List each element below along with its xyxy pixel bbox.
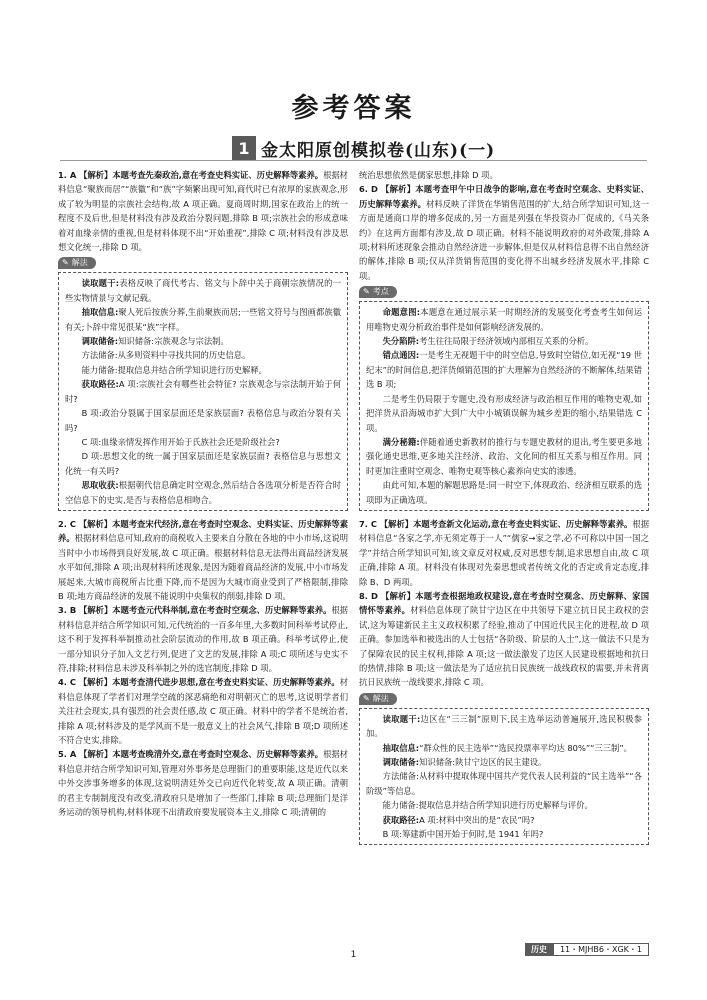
question-2: 2. C 【解析】本题考查宋代经济,意在考查时空观念、史料实证、历史解释等素养。根据材料信息可知,政府的商税收入主要来自分散在各地的中小市场,这说明当时中小市场得到良好发展,故 C 项正确。根据材料信息无法得出商品经济发展水平如何,排除 A 项;出现材料所述现象,是因为随着商品经济的发展,中小市场发展起来,大城市商税所占比重下降,而不是因为大城市商业受到了严格限制,排除 B 项;地方商品经济的发展不能说明中央集权的削弱,排除 D 项。 bbox=[58, 518, 348, 601]
page-number: 1 bbox=[350, 950, 357, 960]
question-7: 7. C 【解析】本题考查新文化运动,意在考查史料实证、历史解释等素养。根据材料信息“各家之学,亦无须定尊于一人”“儒家→家之学,必不可称以中国一国之学”并结合所学知识可知,该文章反对权威,反对思想专制,追求思想自由,故 C 项正确,排除 A 项。材料没有体现对先秦思想或者传统文化的否定或肯定态度,排除 B、D 两项。 bbox=[359, 518, 649, 587]
pen-icon: ✎ bbox=[363, 693, 370, 703]
subject-label: 历史 bbox=[525, 943, 553, 956]
question-5-continued: 统治思想依然是儒家思想,排除 D 项。 bbox=[359, 170, 498, 180]
paper-code: 11・MJHB6・XGK・1 bbox=[553, 943, 649, 956]
question-8: 8. D 【解析】本题考查根据地政权建设,意在考查时空观念、历史解释、家国情怀等素养。材料信息体现了陕甘宁边区在中共领导下建立抗日民主政权的尝试,这为筹建新民主主义政权积累了经验,推动了中国近代民主化的进程,故 D 项正确。参加选举和被选出的人士包括“各阶级、阶层的人士”,这一做法不只是为了保障农民的民主权利,排除 A 项;这一做法激发了边区人民建设根据地和抗日的热情,排除 B 项;这一做法是为了适应抗日民族统一战线政权的需要,并未背离抗日民族统一战线要求,排除 C 项。 bbox=[359, 590, 649, 688]
question-1 bbox=[58, 168, 348, 254]
q8-solution-box: 读取题干:边区在“三三制”原则下,民主选举运动普遍展开,选民积极参加。 抽取信息:“群众性的民主选举”“选民投票率平均达 80%”“三三制”。 调取储备:知识储备:陕甘宁边区的民主建设。 方法储备:从材料中提取体现中国共产党代表人民利益的“民主选举”“各阶级”等信息。 能力储备:提取信息并结合所学知识进行历史解释与评价。 获取路径:A 项:材料中突出的是“农民”吗? B 项:筹建新中国开始于何时,是 1941 年吗? bbox=[359, 708, 649, 846]
heading-divider bbox=[60, 160, 647, 161]
jiefa-badge-2: ✎ 解法 bbox=[359, 693, 397, 705]
kaodian-badge: ✎ 考点 bbox=[359, 286, 397, 298]
q6-analysis-box: 命题意图:本题意在通过展示某一时期经济的发展变化考查考生如何运用唯物史观分析政治事件是如何影响经济发展的。 失分陷阱:考生往往局限于经济领域内部相互关系的分析。 错点通因:一是考生无视题干中的时空信息,导致时空错位,如无视“19 世纪末”的时间信息,把洋货倾销范围的扩大理解为自然经济的不断解体,结果错选 B 项; 二是考生仍局限于专题史,没有形成经济与政治相互作用的唯物史观,如把洋货从沿海城市扩大到广大中小城镇误解为城乡差距的缩小,结果错选 C 项。 满分秘籍:伴随着通史新教材的推行与专题史教材的退出,考生要更多地强化通史思维,更多地关注经济、政治、文化间的相互关系与相互作用。同时更加注重时空观念、唯物史观等核心素养向史实的渗透。 由此可知,本题的解题思路是:同一时空下,体现政治、经济相互联系的选项即为正确选项。 bbox=[359, 301, 649, 511]
exam-number-badge: 1 bbox=[232, 136, 256, 160]
exam-name: 金太阳原创模拟卷(山东)(一) bbox=[261, 140, 496, 161]
right-column bbox=[359, 168, 649, 851]
page-title: 参考答案 bbox=[291, 93, 416, 124]
q1-body: 根据材料信息“聚族而居”“族徽”和“族”字频繁出现可知,商代时已有浓厚的家族观念,形成了较为明显的宗族社会结构,故 A 项正确。夏商周时期,国家在政治上的统一程度不及后世,但是材料没有涉及政治分裂问题,排除 B 项;宗族社会的形成意味着对血缘亲情的重视,但是材料体现不出“开始重视”,排除 C 项;材料没有涉及思想文化统一,排除 D 项。 bbox=[58, 170, 348, 253]
pen-icon: ✎ bbox=[363, 287, 370, 297]
q1-solution-box: 读取题干:表格反映了商代考古、铭文与卜辞中关于商朝宗族情况的一些实物情景与文献记载。 抽取信息:聚人死后按族分葬,生前聚族而居;一些铭文符号与图画都族徽有关;卜辞中常见很某“族”字样。 调取储备:知识储备:宗族观念与宗法制。 方法储备:从多则资料中寻找共同的历史信息。 能力储备:提取信息并结合所学知识进行历史解释。 获取路径:A 项:宗族社会有哪些社会特征? 宗族观念与宗法制开始于何时? B 项:政治分裂属于国家层面还是家族层面? 表格信息与政治分裂有关吗? C 项:血缘亲情发挥作用开始于氏族社会还是阶级社会? D 项:思想文化的统一属于国家层面还是家族层面? 表格信息与思想文化统一有关吗? 思取收获:根据朝代信息确定时空观念,然后结合各选项分析是否符合时空信息下的史实,是否与表格信息相吻合。 bbox=[58, 272, 348, 511]
left-column bbox=[58, 168, 348, 819]
question-4: 4. C 【解析】本题考查清代进步思想,意在考查史料实证、历史解释等素养。材料信息体现了学者们对理学空疏的深恶痛绝和对明朝灭亡的思考,这说明学者们关注社会现实,具有强烈的社会责任感,故 C 项正确。材料中的学者不是统治者,排除 A 项;材料涉及的是学风而不是一般意义上的社会风气,排除 B 项;D 项所述不符合史实,排除。 bbox=[58, 677, 348, 746]
subject-tag bbox=[525, 943, 649, 956]
jiefa-badge: ✎ 解法 bbox=[58, 257, 96, 269]
question-5: 5. A 【解析】本题考查晚清外交,意在考查时空观念、历史解释等素养。根据材料信息并结合所学知识可知,管理对外事务是总理衙门的重要职能,这是近代以来中外交涉事务增多的体现,这说明清廷外交已向近代化转变,故 A 项正确。清朝的君主专制制度没有改变,清政府只是增加了一些部门,排除 B 项;总理衙门是洋务运动的领导机构,材料体现不出清政府要发展资本主义,排除 C 项;清朝的 bbox=[58, 749, 348, 818]
pen-icon: ✎ bbox=[62, 258, 69, 268]
question-3: 3. B 【解析】本题考查元代科举制,意在考查时空观念、历史解释等素养。根据材料信息并结合所学知识可知,元代统治的一百多年里,大多数时间科举考试停止,这不利于发挥科举制推动社会阶层流动的作用,故 B 项正确。科举考试停止,使一部分知识分子加入文艺行列,促进了文艺的发展,排除 A 项;C 项所述与史实不符,排除;材料信息未涉及科举制之外的选官制度,排除 D 项。 bbox=[58, 605, 349, 673]
exam-heading bbox=[232, 136, 495, 160]
question-6: 6. D 【解析】本题考查甲午中日战争的影响,意在考查时空观念、史料实证、历史解释等素养。材料反映了洋货在华销售范围的扩大,结合所学知识可知,这一方面是通商口岸的增多促成的,另一方面是列强在华投资办厂促成的,《马关条约》在这两方面都有涉及,故 D 项正确。材料不能说明政府的对外政策,排除 A 项;材料所述现象会推动自然经济进一步解体,但是仅从材料信息得不出自然经济的解体,排除 B 项;仅从洋货销售范围的变化得不出城乡经济发展水平,排除 C 项。 bbox=[359, 184, 649, 281]
q1-head: 1. A 【解析】本题考查先秦政治,意在考查史料实证、历史解释等素养。 bbox=[58, 170, 324, 180]
